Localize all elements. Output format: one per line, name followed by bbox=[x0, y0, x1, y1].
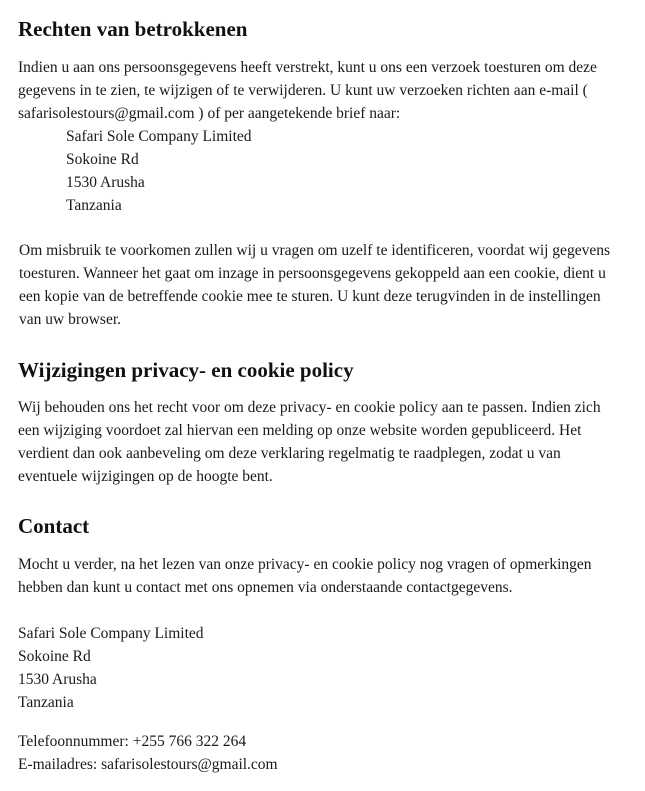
text-line: safarisolestours@gmail.com ) of per aangetekende brief naar: bbox=[18, 105, 401, 122]
postal-address-indented bbox=[66, 125, 252, 217]
contact-details bbox=[18, 730, 278, 776]
contact-phone: Telefoonnummer: +255 766 322 264 bbox=[18, 733, 247, 750]
text-line: een kopie van de betreffende cookie mee te sturen. U kunt deze terugvinden in de instellingen bbox=[19, 288, 601, 305]
text-line: een wijziging voordoet zal hiervan een melding op onze website worden gepubliceerd. Het bbox=[18, 422, 582, 439]
address-country: Tanzania bbox=[18, 694, 74, 711]
contact-address bbox=[18, 622, 204, 714]
text-line: toesturen. Wanneer het gaat om inzage in persoonsgegevens gekoppeld aan een cookie, dient u bbox=[19, 265, 606, 282]
text-line: eventuele wijzigingen op de hoogte bent. bbox=[18, 468, 273, 485]
text-line: Wij behouden ons het recht voor om deze privacy- en cookie policy aan te passen. Indien zich bbox=[18, 399, 601, 416]
paragraph-misbruik bbox=[19, 239, 631, 331]
paragraph-wijzigingen bbox=[18, 396, 630, 488]
text-line: Indien u aan ons persoonsgegevens heeft verstrekt, kunt u ons een verzoek toesturen om deze bbox=[18, 59, 597, 76]
contact-email: E-mailadres: safarisolestours@gmail.com bbox=[18, 756, 278, 773]
heading-wijzigingen-privacy-cookie-policy: Wijzigingen privacy- en cookie policy bbox=[18, 358, 354, 382]
address-street: Sokoine Rd bbox=[66, 151, 139, 168]
text-line: van uw browser. bbox=[19, 311, 122, 328]
address-country: Tanzania bbox=[66, 197, 122, 214]
address-company: Safari Sole Company Limited bbox=[18, 625, 204, 642]
text-line: Mocht u verder, na het lezen van onze privacy- en cookie policy nog vragen of opmerkingen bbox=[18, 556, 592, 573]
heading-rechten-van-betrokkenen: Rechten van betrokkenen bbox=[18, 17, 248, 41]
address-company: Safari Sole Company Limited bbox=[66, 128, 252, 145]
text-line: Om misbruik te voorkomen zullen wij u vragen om uzelf te identificeren, voordat wij gegevens bbox=[19, 242, 610, 259]
text-line: verdient dan ook aanbeveling om deze verklaring regelmatig te raadplegen, zodat u van bbox=[18, 445, 561, 462]
paragraph-contact bbox=[18, 553, 630, 599]
address-city: 1530 Arusha bbox=[66, 174, 145, 191]
heading-contact: Contact bbox=[18, 514, 90, 538]
text-line: hebben dan kunt u contact met ons opnemen via onderstaande contactgegevens. bbox=[18, 579, 513, 596]
address-street: Sokoine Rd bbox=[18, 648, 91, 665]
text-line: gegevens in te zien, te wijzigen of te verwijderen. U kunt uw verzoeken richten aan e-mail ( bbox=[18, 82, 588, 99]
address-city: 1530 Arusha bbox=[18, 671, 97, 688]
paragraph-rechten-intro bbox=[18, 56, 630, 125]
